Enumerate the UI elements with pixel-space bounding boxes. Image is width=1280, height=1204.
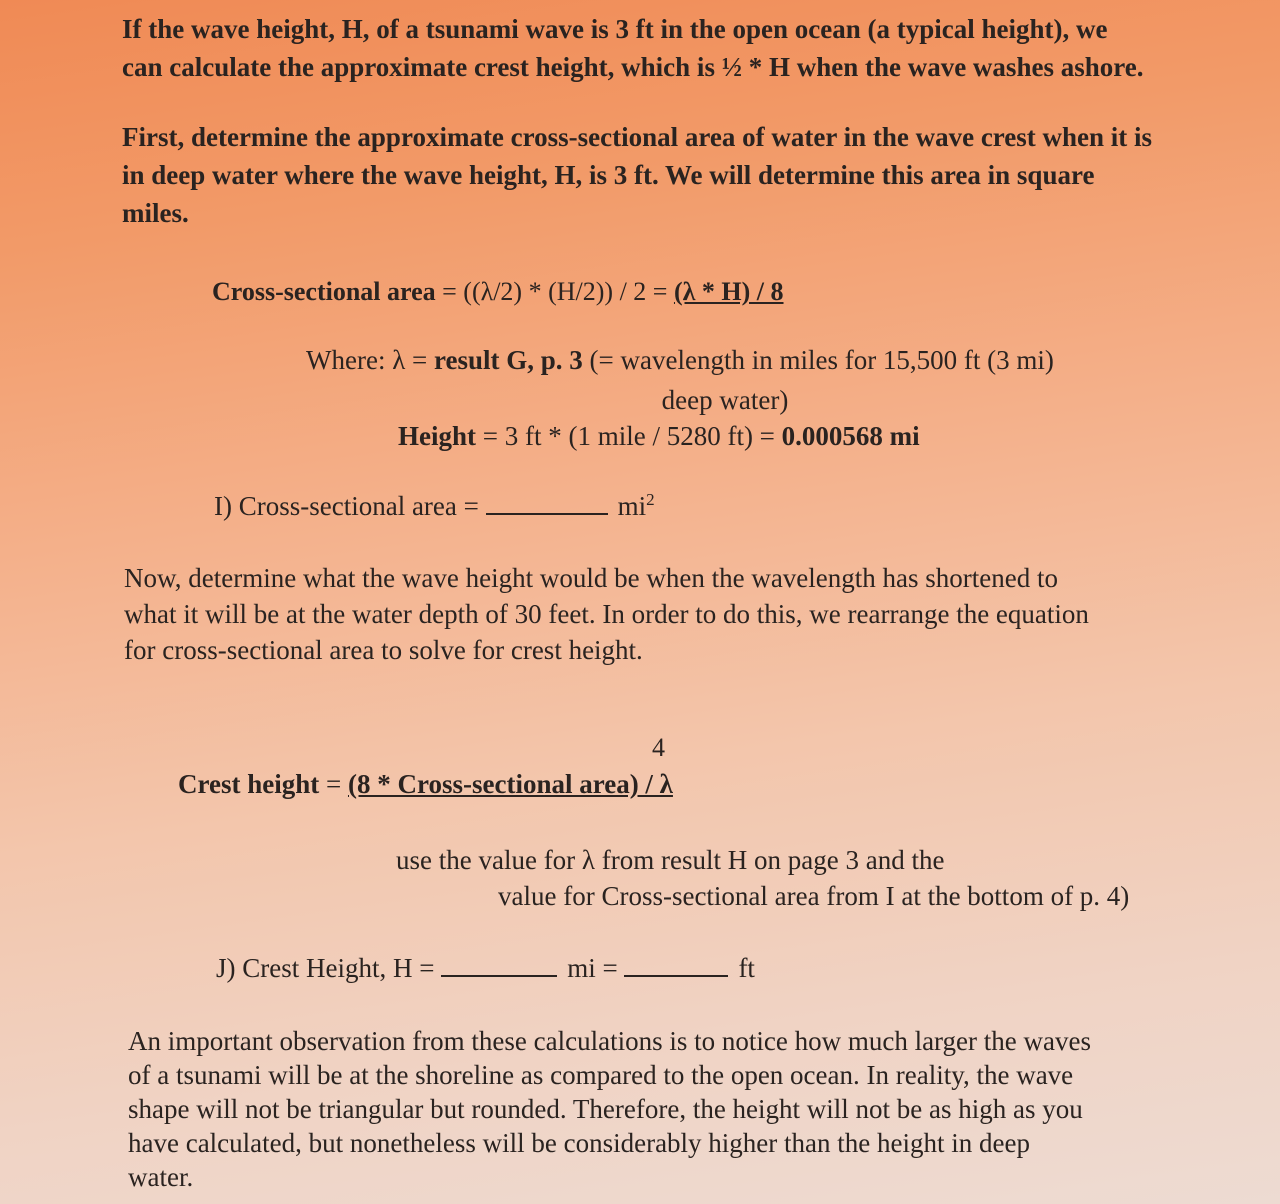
answer-blank-height-ft[interactable] xyxy=(624,955,728,977)
intro-paragraph xyxy=(122,10,1242,86)
question-i-label: I) Cross-sectional area = xyxy=(214,491,486,521)
note-line-1: use the value for λ from result H on page 3 and the xyxy=(396,845,945,875)
where-description: (= wavelength in miles for 15,500 ft (3 mi) xyxy=(582,345,1054,375)
question-j-unit-mi: mi = xyxy=(567,953,625,983)
where-prefix: Where: λ = xyxy=(306,345,435,375)
question-j xyxy=(216,950,755,986)
height-line xyxy=(398,418,920,454)
question-i-unit: mi xyxy=(617,491,647,521)
now-line-2: what it will be at the water depth of 30 feet. In order to do this, we rearrange the equation xyxy=(124,599,1089,629)
first-paragraph xyxy=(122,118,1242,232)
question-i-unit-exponent: 2 xyxy=(646,490,655,509)
observation-line-3: shape will not be triangular but rounded. Therefore, the height will not be as high as you xyxy=(128,1094,1083,1124)
observation-line-1: An important observation from these calculations is to notice how much larger the waves xyxy=(128,1026,1091,1056)
height-value: 0.000568 mi xyxy=(781,421,920,451)
intro-line-2: can calculate the approximate crest height, which is ½ * H when the wave washes ashore. xyxy=(122,52,1144,82)
first-line-2: in deep water where the wave height, H, is 3 ft. We will determine this area in square xyxy=(122,160,1095,190)
crest-formula-expression: (8 * Cross-sectional area) / λ xyxy=(347,769,673,799)
answer-blank-area[interactable] xyxy=(486,493,608,515)
formula-result: (λ * H) / 8 xyxy=(673,277,784,306)
first-line-1: First, determine the approximate cross-sectional area of water in the wave crest when it is xyxy=(122,122,1153,152)
first-line-3: miles. xyxy=(122,198,189,228)
cross-section-formula xyxy=(212,274,784,310)
where-result-ref: result G, p. 3 xyxy=(434,345,583,375)
question-i xyxy=(214,488,655,524)
observation-line-2: of a tsunami will be at the shoreline as compared to the open ocean. In reality, the wave xyxy=(128,1060,1074,1090)
observation-paragraph xyxy=(128,1024,1228,1194)
question-j-unit-ft: ft xyxy=(738,953,755,983)
now-line-1: Now, determine what the wave height would be when the wavelength has shortened to xyxy=(124,563,1058,593)
intro-line-1: If the wave height, H, of a tsunami wave is 3 ft in the open ocean (a typical height), we xyxy=(122,14,1108,44)
now-paragraph xyxy=(124,560,1244,668)
crest-height-formula xyxy=(178,766,673,802)
crest-formula-equals: = xyxy=(319,769,348,799)
height-expression: = 3 ft * (1 mile / 5280 ft) = xyxy=(476,421,782,451)
formula-expression: = ((λ/2) * (H/2)) / 2 = xyxy=(435,277,674,306)
note-line-2: value for Cross-sectional area from I at the bottom of p. 4) xyxy=(498,881,1130,911)
observation-line-4: have calculated, but nonetheless will be considerably higher than the height in deep xyxy=(128,1128,1030,1158)
answer-blank-height-mi[interactable] xyxy=(441,955,557,977)
where-desc-continued: deep water) xyxy=(661,385,789,415)
crest-formula-label: Crest height xyxy=(178,769,320,799)
page-number: 4 xyxy=(652,733,665,762)
now-line-3: for cross-sectional area to solve for crest height. xyxy=(124,635,643,665)
height-label: Height xyxy=(398,421,476,451)
observation-line-5: water. xyxy=(128,1162,194,1192)
where-line xyxy=(306,342,1054,378)
formula-label: Cross-sectional area xyxy=(212,277,436,306)
question-j-label: J) Crest Height, H = xyxy=(216,953,442,983)
